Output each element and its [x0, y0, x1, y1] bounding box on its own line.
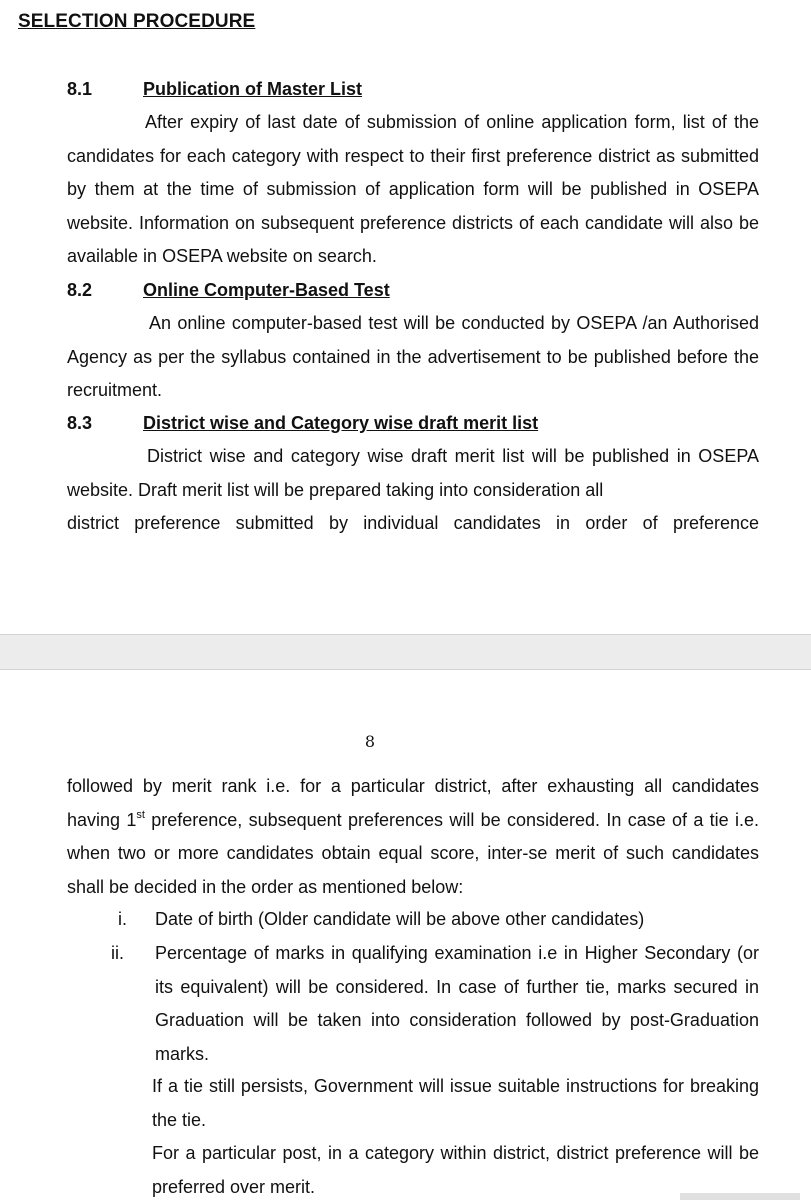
note-paragraph: If a tie still persists, Government will issue suitable instructions for breaking the tie. [152, 1076, 759, 1130]
section-number: 8.1 [67, 79, 93, 99]
paragraph-text: preference, subsequent preferences will be considered. In case of a tie i.e. when two or more candidates obtain equal score, inter-se merit of such candidates shall be decided in the order as mentioned below: [67, 809, 759, 897]
section-paragraph [67, 106, 759, 274]
list-item-text: Date of birth (Older candidate will be above other candidates) [155, 909, 645, 929]
clipped-page-edge [680, 1193, 800, 1200]
clipped-text-fragment [150, 0, 210, 6]
section-paragraph [67, 307, 759, 408]
paragraph-text: After expiry of last date of submission of online application form, list of the candidates for each category with respect to their first preference district as submitted by them at the time of submission of application form will be published in OSEPA website. Information on subsequent preference districts of each candidate will also be available in OSEPA website on search. [67, 112, 759, 266]
list-marker: i. [118, 909, 127, 929]
clipped-text-fragment [620, 0, 750, 6]
ordinal-suffix: st [136, 808, 145, 821]
list-item-text: Percentage of marks in qualifying examination i.e in Higher Secondary (or its equivalent) will be considered. In case of further tie, marks secured in Graduation will be taken into consideration followed by post-Graduation marks. [155, 943, 759, 1064]
list-marker: ii. [111, 943, 124, 963]
section-title: Publication of Master List [143, 79, 363, 99]
note-paragraph: For a particular post, in a category within district, district preference will be preferred over merit. [152, 1143, 759, 1197]
paragraph-text: District wise and category wise draft merit list will be published in OSEPA website. Draft merit list will be prepared taking into consideration all [67, 446, 759, 500]
page-number: 8 [364, 732, 376, 751]
paragraph-last-line: district preference submitted by individual candidates in order of preference [67, 513, 759, 533]
section-title: District wise and Category wise draft merit list [143, 413, 539, 433]
page-separator [0, 634, 811, 670]
section-title: Online Computer-Based Test [143, 280, 390, 300]
document-page-bottom [0, 670, 811, 1200]
section-paragraph [67, 440, 759, 507]
section-number: 8.2 [67, 280, 93, 300]
continuation-paragraph [67, 770, 759, 904]
paragraph-text: followed by merit rank i.e. for a particular district, after exhausting all candidates having 1 [67, 776, 759, 830]
section-number: 8.3 [67, 413, 93, 433]
section-heading: SELECTION PROCEDURE [18, 11, 256, 32]
paragraph-text: An online computer-based test will be conducted by OSEPA /an Authorised Agency as per the syllabus contained in the advertisement to be published before the recruitment. [67, 313, 759, 400]
